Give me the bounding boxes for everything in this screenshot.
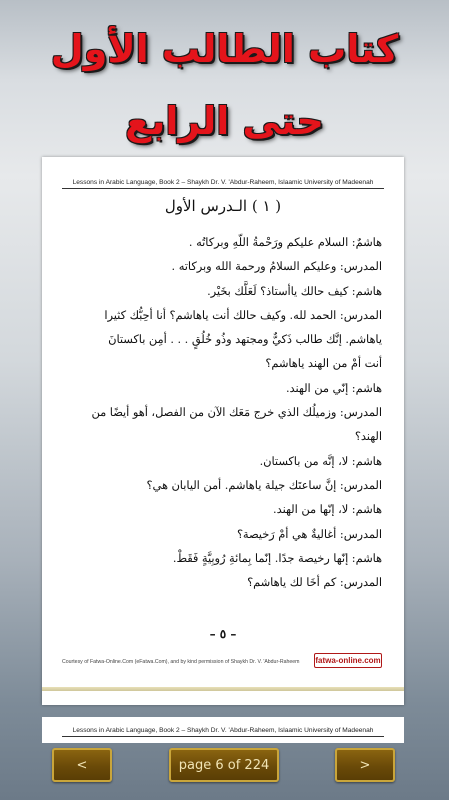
dialogue-text xyxy=(66,231,382,595)
lesson-title: ( ١ ) الـدرس الأول xyxy=(164,197,282,215)
text-line: هاشم: إنّي من الهند. xyxy=(285,381,382,395)
page-divider xyxy=(42,687,404,691)
page-indicator-button[interactable]: page 6 of 224 xyxy=(169,748,279,782)
text-line: هاشم: لا، إنَّه من باكستان. xyxy=(259,454,382,468)
text-line: هاشمٌ: السلام عليكم ورَحْمةُ اللّهِ وبركاتُه . xyxy=(188,236,382,249)
previous-page-button[interactable]: < xyxy=(52,748,112,782)
text-line: المدرس: كم أخَا لك ياهاشم؟ xyxy=(247,576,382,590)
text-line: هاشم: لا، إنّها من الهند. xyxy=(273,503,382,517)
text-line: المدرس: أغاليةٌ هي أمْ رَخيصة؟ xyxy=(236,527,382,541)
text-line: هاشم: إنّها رخيصة جدًا. إنّما بِمائةِ رُوبِيَّةٍ فَقَطْ. xyxy=(172,551,382,565)
app-title-line-1: كتاب الطالب الأول xyxy=(50,27,399,71)
fatwa-online-logo: fatwa-online.com xyxy=(314,653,382,668)
text-line: أنت أمْ من الهند ياهاشم؟ xyxy=(265,357,382,371)
running-head: Lessons in Arabic Language, Book 2 – Shaykh Dr. V. 'Abdur-Raheem, Islaamic University of Madeenah xyxy=(62,179,384,189)
app-title-line-2: حتى الرابع xyxy=(125,99,324,143)
text-line: ياهاشم. إنَّك طالب ذَكيٌّ ومجتهد وذُو خُلُقٍ . . . أمِن باكستانَ xyxy=(108,333,382,347)
text-line: المدرس: وزميلُك الذي خرج مَعَك الآن من الفصل، أهو أيضًا من xyxy=(91,406,382,420)
running-head: Lessons in Arabic Language, Book 2 – Shaykh Dr. V. 'Abdur-Raheem, Islaamic University of Madeenah xyxy=(62,727,384,737)
text-line: المدرس: إنَّ ساعتَك جيلة ياهاشم. أمن اليابان هي؟ xyxy=(146,478,382,492)
book-page xyxy=(42,157,404,705)
text-line: هاشم: كيف حالك ياأستاذ؟ لَعَلَّك بخَيْر. xyxy=(207,284,382,298)
text-line: المدرس: الحمد لله. وكيف حالك أنت ياهاشم؟ أنا أحِبُّك كثيرا xyxy=(104,308,382,322)
next-page-preview xyxy=(42,717,404,743)
text-line: المدرس: وعليكم السلامُ ورحمة الله وبركاته . xyxy=(171,260,382,274)
page-number-mark: – ٥ – xyxy=(209,627,237,641)
credits-text: Courtesy of Fatwa-Online.Com (eFatwa.Com), and by kind permission of Shaykh Dr. V. 'Abdur-Raheem xyxy=(62,659,300,665)
text-line: الهند؟ xyxy=(354,430,382,444)
next-page-button[interactable]: > xyxy=(335,748,395,782)
